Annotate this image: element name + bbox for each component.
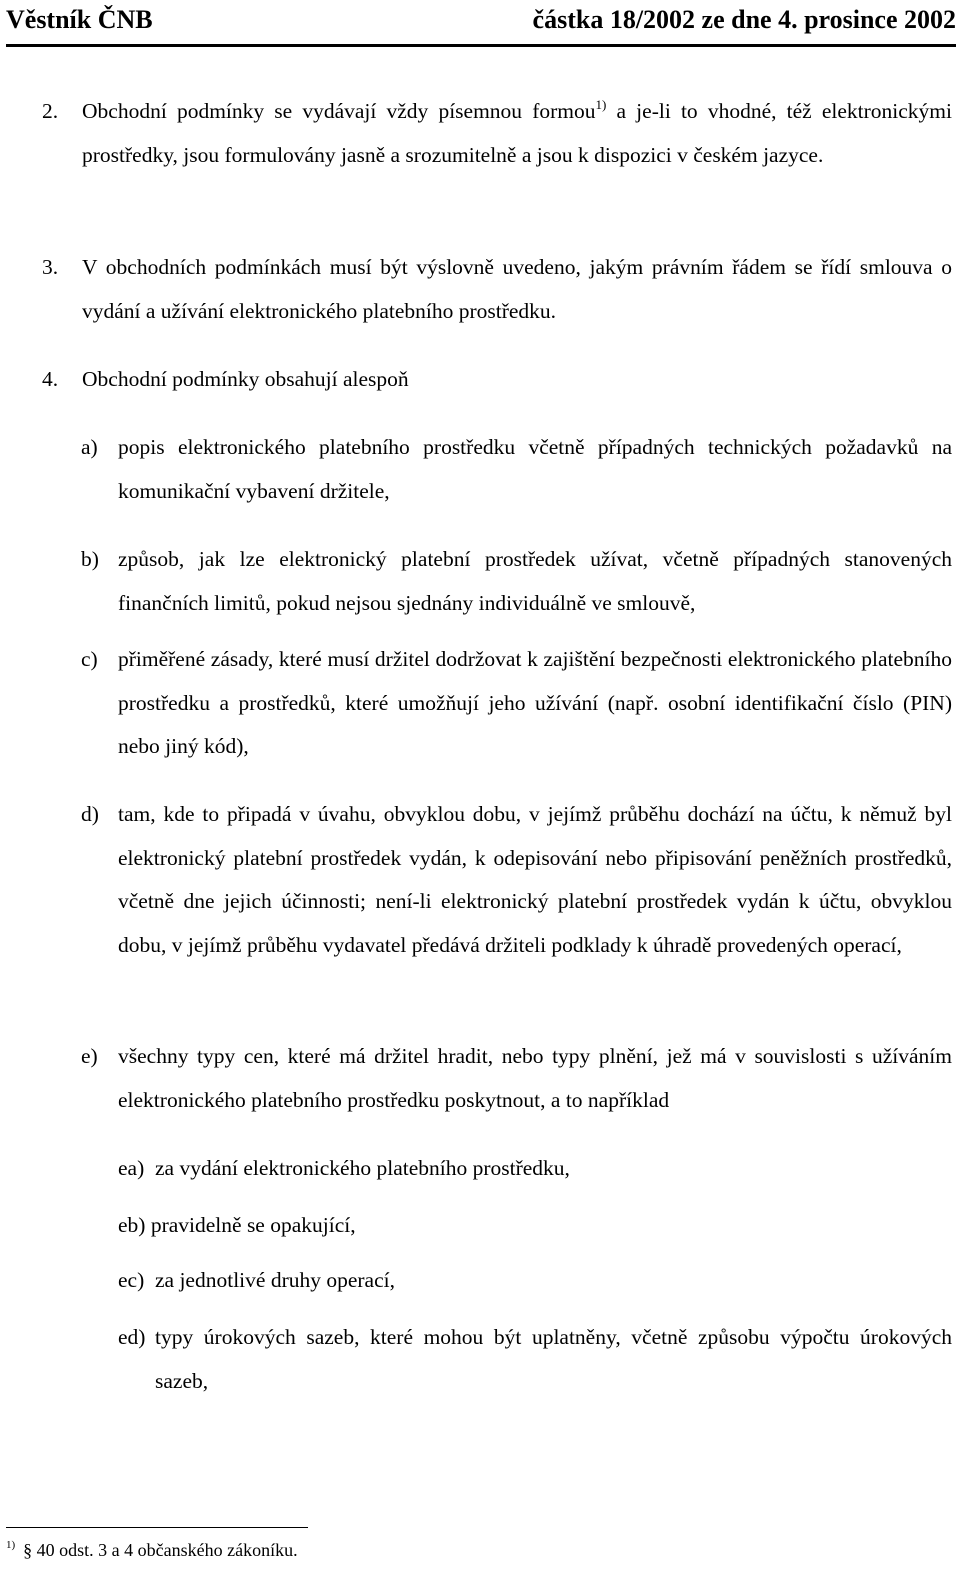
list-item-b	[81, 538, 952, 625]
journal-title: Věstník ČNB	[6, 5, 153, 34]
footnote-reference[interactable]: 1)	[595, 97, 607, 112]
paragraph-number: 3.	[42, 255, 59, 279]
issue-info: částka 18/2002 ze dne 4. prosince 2002	[532, 5, 956, 34]
footnote	[6, 1538, 298, 1562]
item-marker: e)	[81, 1044, 98, 1068]
paragraph-3	[42, 246, 952, 333]
item-marker: d)	[81, 802, 99, 826]
sub-item-ed	[118, 1316, 952, 1403]
sub-item-ec	[118, 1259, 952, 1303]
sub-item-eb	[118, 1204, 952, 1248]
item-text: přiměřené zásady, které musí držitel dodržovat k zajištění bezpečnosti elektronického platebního prostředku a prostředků, které umožňují jeho užívání (např. osobní identifikační číslo (PIN) nebo jiný kód),	[118, 647, 952, 758]
paragraph-text	[82, 90, 952, 177]
list-item-d	[81, 793, 952, 967]
item-text: popis elektronického platebního prostředku včetně případných technických požadavků na komunikační vybavení držitele,	[118, 435, 952, 503]
header-rule	[6, 44, 956, 47]
item-text: způsob, jak lze elektronický platební prostředek užívat, včetně případných stanovených finančních limitů, pokud nejsou sjednány individuálně ve smlouvě,	[118, 547, 952, 615]
paragraph-2	[42, 90, 952, 177]
sub-item-marker: eb)	[118, 1213, 146, 1237]
paragraph-text: Obchodní podmínky obsahují alespoň	[82, 367, 409, 391]
item-text: všechny typy cen, které má držitel hradit, nebo typy plnění, jež má v souvislosti s užíváním elektronického platebního prostředku poskytnout, a to například	[118, 1044, 952, 1112]
sub-item-text: typy úrokových sazeb, které mohou být uplatněny, včetně způsobu výpočtu úrokových sazeb,	[155, 1325, 952, 1393]
sub-item-text: za vydání elektronického platebního prostředku,	[155, 1156, 570, 1180]
sub-item-ea	[118, 1147, 952, 1191]
footnote-text: § 40 odst. 3 a 4 občanského zákoníku.	[23, 1540, 298, 1560]
paragraph-number: 4.	[42, 367, 59, 391]
sub-item-text: pravidelně se opakující,	[150, 1213, 356, 1237]
paragraph-4	[42, 358, 952, 402]
item-marker: b)	[81, 547, 99, 571]
sub-item-marker: ec)	[118, 1268, 145, 1292]
sub-item-marker: ed)	[118, 1325, 146, 1349]
sub-item-text: za jednotlivé druhy operací,	[155, 1268, 395, 1292]
sub-item-marker: ea)	[118, 1156, 145, 1180]
item-text: tam, kde to připadá v úvahu, obvyklou dobu, v jejímž průběhu dochází na účtu, k němuž byl elektronický platební prostředek vydán, k odepisování nebo připisování peněžních prostředků, včetně dne jejich účinnosti; není-li elektronický platební prostředek vydán k účtu, obvyklou dobu, v jejímž průběhu vydavatel předává držiteli podklady k úhradě provedených operací,	[118, 802, 952, 957]
list-item-a	[81, 426, 952, 513]
item-marker: a)	[81, 435, 98, 459]
paragraph-text-part: Obchodní podmínky se vydávají vždy písemnou formou	[82, 99, 596, 123]
paragraph-text-part: a je-li to vhodné, též elektronickými prostředky, jsou formulovány jasně a srozumitelně a jsou k dispozici v českém jazyce.	[82, 99, 952, 167]
paragraph-number: 2.	[42, 99, 59, 123]
page-header	[6, 0, 956, 47]
list-item-c	[81, 638, 952, 769]
footnote-mark: 1)	[6, 1539, 16, 1551]
paragraph-text: V obchodních podmínkách musí být výslovně uvedeno, jakým právním řádem se řídí smlouva o vydání a užívání elektronického platebního prostředku.	[82, 255, 952, 323]
list-item-e	[81, 1035, 952, 1122]
footnote-rule	[6, 1527, 308, 1528]
item-marker: c)	[81, 647, 98, 671]
